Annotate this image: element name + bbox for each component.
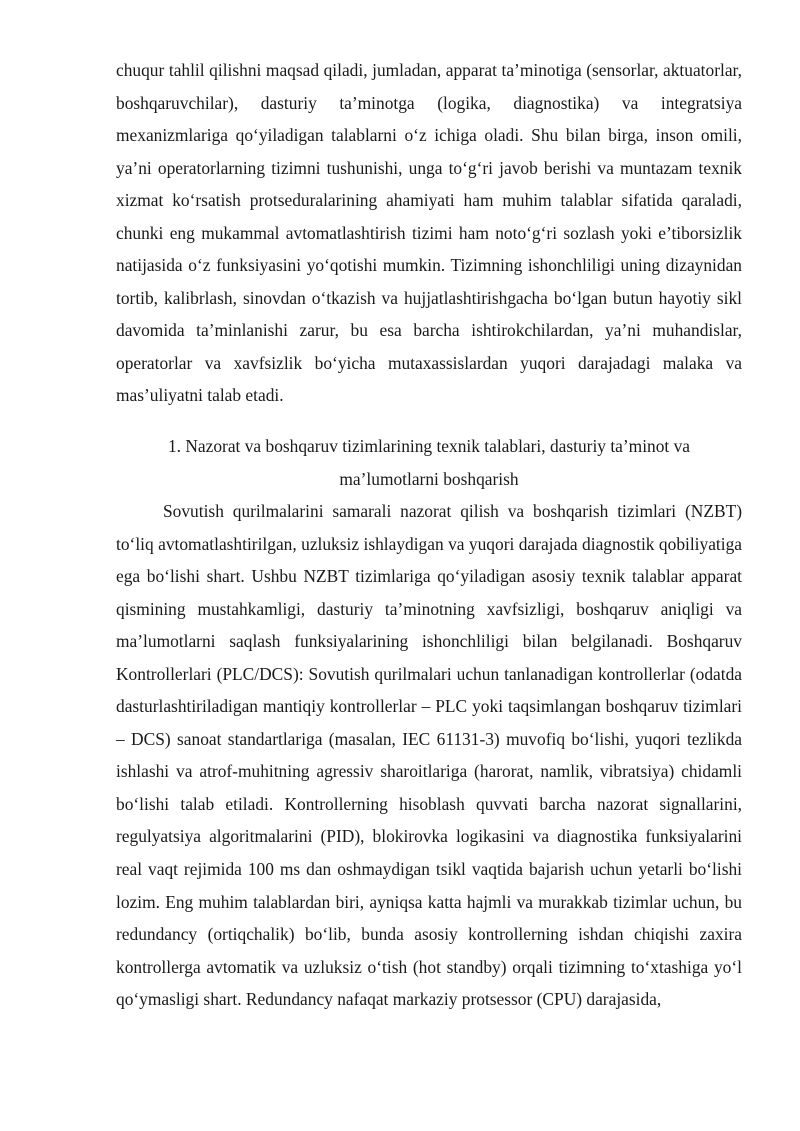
- section-heading: 1. Nazorat va boshqaruv tizimlarining texnik talablari, dasturiy ta’minot va ma’lumotlarni boshqarish: [167, 436, 691, 489]
- body-paragraph: chuqur tahlil qilishni maqsad qiladi, jumladan, apparat ta’minotiga (sensorlar, aktuatorlar, boshqaruvchilar), dasturiy ta’minotga (logika, diagnostika) va integratsiya mexanizmlariga qo‘yiladigan talablarni o‘z ichiga oladi. Shu bilan birga, inson omili, ya’ni operatorlarning tizimni tushunishi, unga to‘g‘ri javob berishi va muntazam texnik xizmat ko‘rsatish protseduralarining ahamiyati ham muhim talablar sifatida qaraladi, chunki eng mukammal avtomatlashtirish tizimi ham noto‘g‘ri sozlash yoki e’tiborsizlik natijasida o‘z funksiyasini yo‘qotishi mumkin. Tizimning ishonchliligi uning dizaynidan tortib, kalibrlash, sinovdan o‘tkazish va hujjatlashtirishgacha bo‘lgan butun hayotiy sikl davomida ta’minlanishi zarur, bu esa barcha ishtirokchilardan, ya’ni muhandislar, operatorlar va xavfsizlik bo‘yicha mutaxassislardan yuqori darajadagi malaka va mas’uliyatni talab etadi.: [116, 60, 742, 406]
- document-page: [116, 54, 742, 1016]
- body-paragraph: Sovutish qurilmalarini samarali nazorat qilish va boshqarish tizimlari (NZBT) to‘liq avtomatlashtirilgan, uzluksiz ishlaydigan va yuqori darajada diagnostik qobiliyatiga ega bo‘lishi shart. Ushbu NZBT tizimlariga qo‘yiladigan asosiy texnik talablar apparat qismining mustahkamligi, dasturiy ta’minotning xavfsizligi, boshqaruv aniqligi va ma’lumotlarni saqlash funksiyalarining ishonchliligi bilan belgilanadi. Boshqaruv Kontrollerlari (PLC/DCS): Sovutish qurilmalari uchun tanlanadigan kontrollerlar (odatda dasturlashtiriladigan mantiqiy kontrollerlar – PLC yoki taqsimlangan boshqaruv tizimlari – DCS) sanoat standartlariga (masalan, IEC 61131-3) muvofiq bo‘lishi, yuqori tezlikda ishlashi va atrof-muhitning agressiv sharoitlariga (harorat, namlik, vibratsiya) chidamli bo‘lishi talab etiladi. Kontrollerning hisoblash quvvati barcha nazorat signallarini, regulyatsiya algoritmalarini (PID), blokirovka logikasini va diagnostika funksiyalarini real vaqt rejimida 100 ms dan oshmaydigan tsikl vaqtida bajarish uchun yetarli bo‘lishi lozim. Eng muhim talablardan biri, ayniqsa katta hajmli va murakkab tizimlar uchun, bu redundancy (ortiqchalik) bo‘lib, bunda asosiy kontrollerning ishdan chiqishi zaxira kontrollerga avtomatik va uzluksiz o‘tish (hot standby) orqali tizimning to‘xtashiga yo‘l qo‘ymasligi shart. Redundancy nafaqat markaziy protsessor (CPU) darajasida,: [116, 501, 742, 1010]
